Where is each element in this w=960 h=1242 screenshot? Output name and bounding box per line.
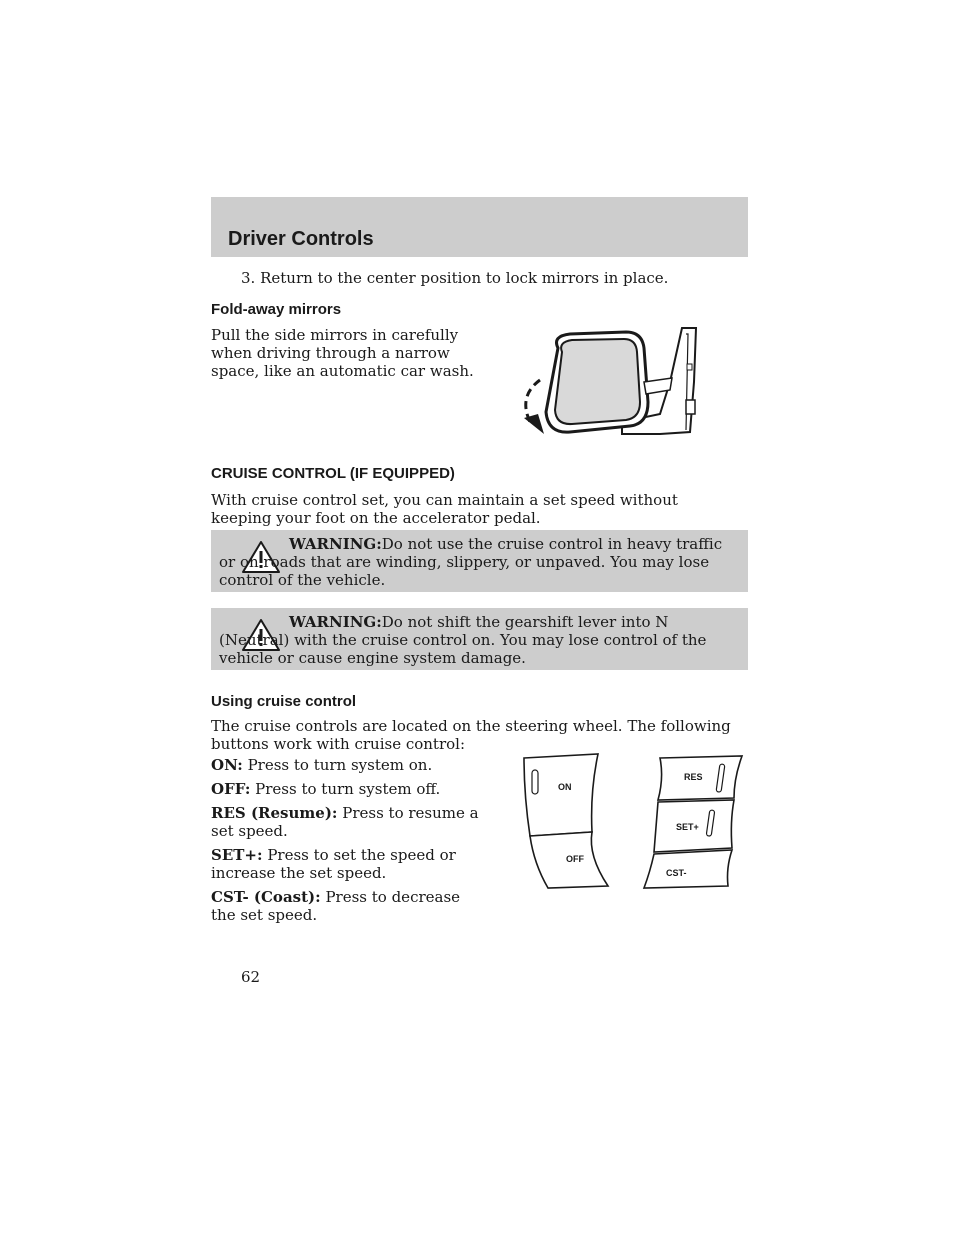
page-title: Driver Controls — [228, 228, 374, 250]
using-cruise-intro: The cruise controls are located on the steering wheel. The following buttons work with cruise control: — [211, 717, 731, 753]
warning-box-2 — [211, 608, 748, 670]
warning-label-2: WARNING: — [289, 613, 382, 631]
button-desc-set-label: SET+: — [211, 846, 263, 864]
side-mirror-illustration — [510, 322, 700, 444]
button-desc-res-label: RES (Resume): — [211, 804, 338, 822]
button-desc-off — [211, 780, 491, 798]
button-desc-res-text: Press to resume a set speed. — [211, 804, 479, 840]
button-desc-off-text: Press to turn system off. — [255, 780, 441, 798]
warning-text-2 — [219, 613, 739, 667]
page-number: 62 — [241, 968, 261, 986]
button-desc-cst-text: Press to decrease the set speed. — [211, 888, 461, 924]
cruise-intro: With cruise control set, you can maintain a set speed without keeping your foot on the accelerator pedal. — [211, 491, 678, 527]
button-desc-cst — [211, 888, 481, 924]
button-desc-cst-label: CST- (Coast): — [211, 888, 321, 906]
res-label: RES — [684, 772, 703, 782]
button-desc-set-text: Press to set the speed or increase the set speed. — [211, 846, 456, 882]
warning-body-1: Do not use the cruise control in heavy traffic or on roads that are winding, slippery, or unpaved. You may lose control of the vehicle. — [219, 535, 723, 589]
foldaway-text: Pull the side mirrors in carefully when driving through a narrow space, like an automatic car wash. — [211, 326, 474, 380]
button-desc-set — [211, 846, 481, 882]
cst-label: CST- — [666, 868, 687, 878]
warning-body-2: Do not shift the gearshift lever into N (Neutral) with the cruise control on. You may lose control of the vehicle or cause engine system damage. — [219, 613, 707, 667]
warning-label-1: WARNING: — [289, 535, 382, 553]
cruise-heading: CRUISE CONTROL (IF EQUIPPED) — [211, 465, 455, 482]
cruise-buttons-diagram — [520, 752, 750, 892]
button-desc-on-text: Press to turn system on. — [247, 756, 433, 774]
on-button-shape — [524, 754, 598, 836]
cst-button-shape — [644, 850, 732, 888]
off-label: OFF — [566, 854, 584, 864]
on-label: ON — [558, 782, 572, 792]
mirror-step-3: 3. Return to the center position to lock mirrors in place. — [241, 269, 669, 287]
using-cruise-heading: Using cruise control — [211, 693, 357, 710]
set-label: SET+ — [676, 822, 699, 832]
foldaway-heading: Fold-away mirrors — [211, 301, 342, 318]
warning-text-1 — [219, 535, 739, 589]
button-desc-on-label: ON: — [211, 756, 243, 774]
button-desc-off-label: OFF: — [211, 780, 251, 798]
warning-box-1 — [211, 530, 748, 592]
header-band — [211, 197, 748, 257]
button-desc-res — [211, 804, 493, 840]
button-desc-on — [211, 756, 491, 774]
